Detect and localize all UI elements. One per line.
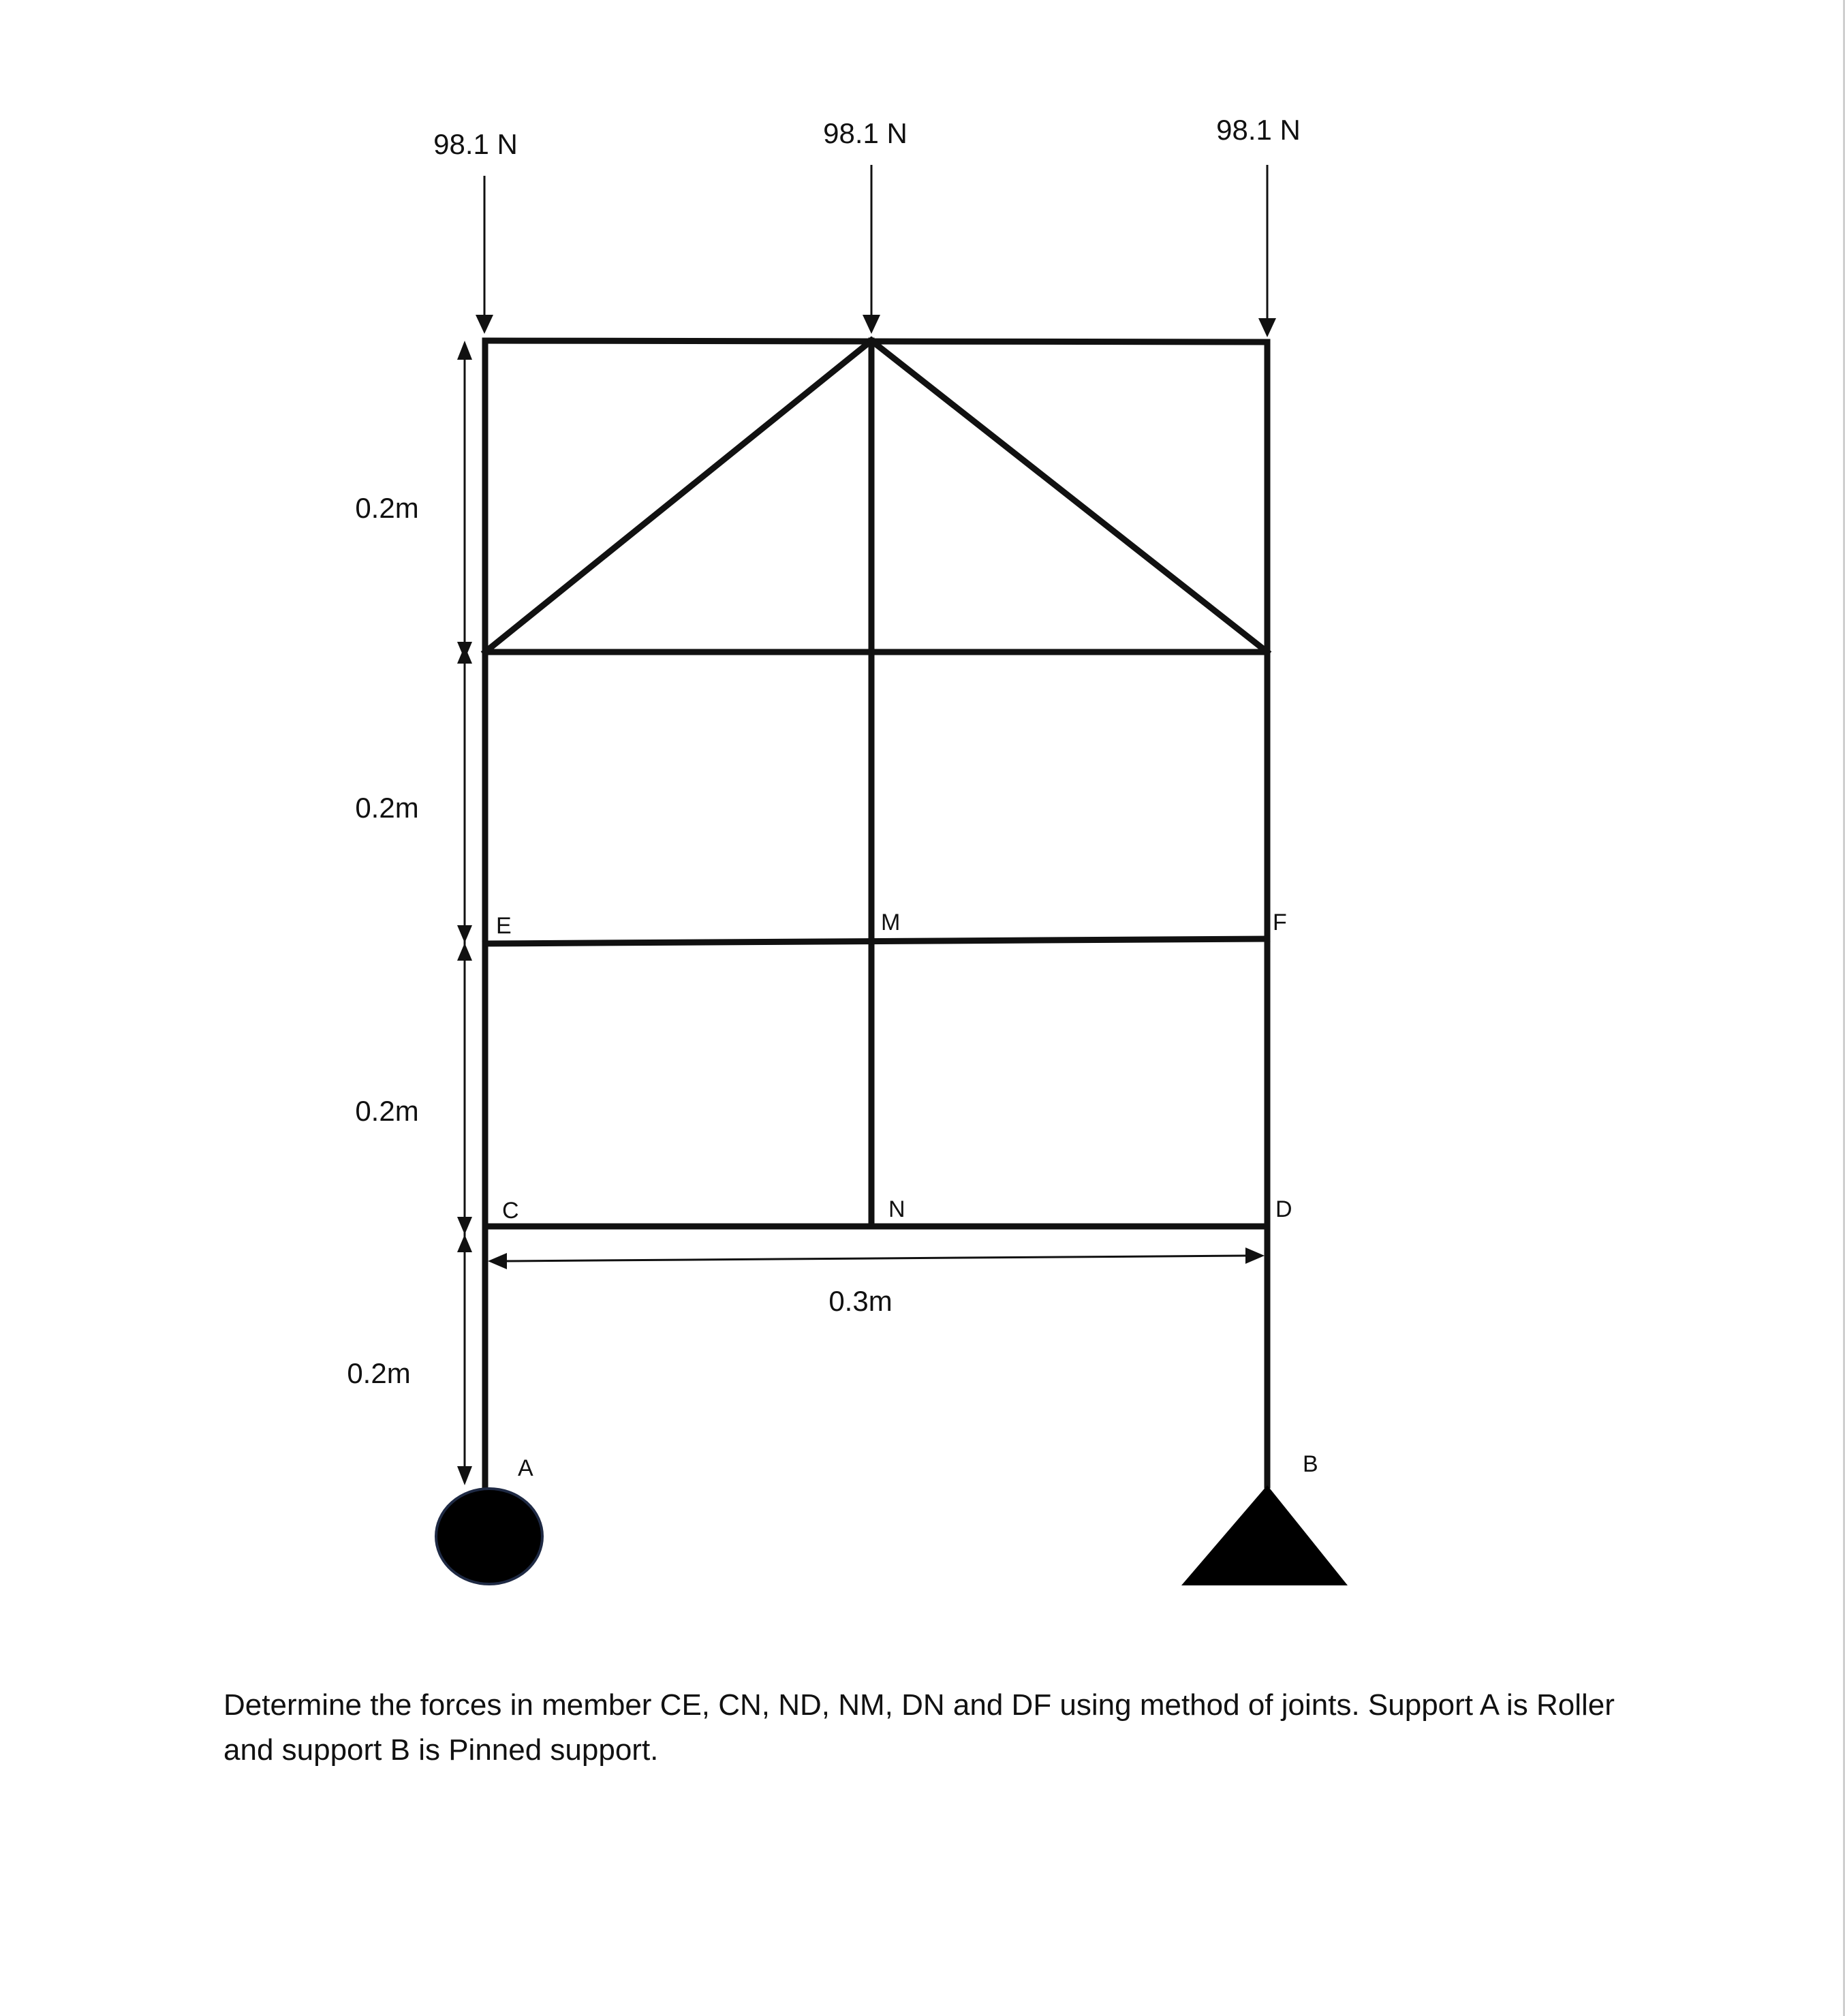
load-arrow-left [476, 176, 493, 334]
dimension-label-panel-4: 0.2m [347, 1357, 411, 1389]
joint-label-F: F [1273, 910, 1287, 935]
load-arrow-right [1258, 165, 1276, 337]
joint-label-C: C [502, 1198, 519, 1224]
joint-label-B: B [1303, 1451, 1318, 1477]
load-label-middle: 98.1 N [823, 117, 908, 149]
joint-label-D: D [1275, 1196, 1292, 1222]
load-label-right: 98.1 N [1216, 114, 1301, 146]
roller-support-A [436, 1489, 542, 1584]
vertical-dimension-line [457, 341, 472, 1485]
dimension-label-panel-3: 0.2m [355, 1095, 419, 1127]
member-left-diagonal [485, 341, 871, 652]
horizontal-dimension-line [488, 1247, 1265, 1269]
joint-label-M: M [881, 910, 901, 935]
joint-label-A: A [518, 1455, 533, 1481]
joint-label-E: E [496, 913, 512, 939]
load-arrow-middle [863, 165, 880, 334]
member-right-diagonal [871, 341, 1267, 652]
load-label-left: 98.1 N [433, 128, 518, 160]
pinned-support-B [1181, 1485, 1348, 1585]
dimension-label-panel-1: 0.2m [355, 492, 419, 524]
member-EF [485, 939, 1267, 944]
problem-statement: Determine the forces in member CE, CN, ND, NM, DN and DF using method of joints. Support A is Roller and support B is Pinned support. [223, 1688, 1615, 1767]
dimension-label-panel-2: 0.2m [355, 792, 419, 824]
dimension-label-span: 0.3m [828, 1285, 893, 1317]
joint-label-N: N [888, 1196, 905, 1222]
